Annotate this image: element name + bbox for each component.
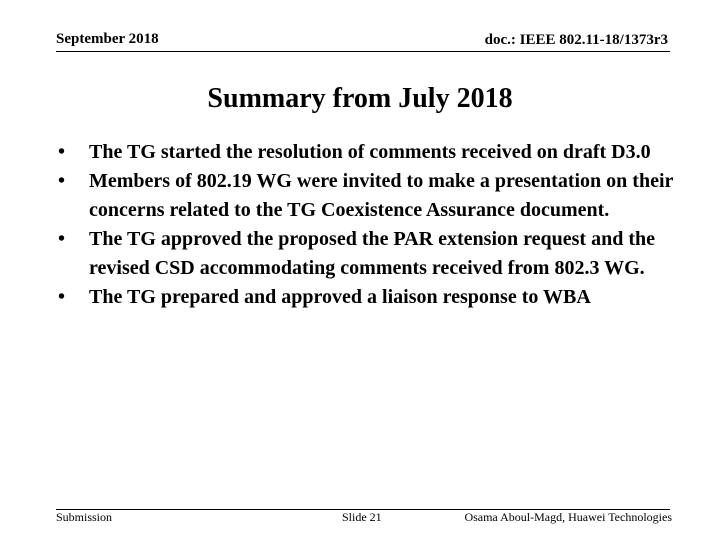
bullet-item <box>58 225 678 283</box>
bullet-text: The TG prepared and approved a liaison response to WBA <box>89 286 591 308</box>
bullet-text: The TG started the resolution of comments received on draft D3.0 <box>89 141 651 163</box>
bullet-dot-icon: • <box>58 170 66 192</box>
footer-author: Osama Aboul-Magd, Huawei Technologies <box>464 510 672 524</box>
header-divider <box>56 51 670 52</box>
bullet-dot-icon: • <box>58 228 66 250</box>
bullet-text: Members of 802.19 WG were invited to make a presentation on their concerns related to the TG Coexistence Assurance document. <box>89 170 674 221</box>
header-document-id: doc.: IEEE 802.11-18/1373r3 <box>484 32 668 48</box>
bullet-item <box>58 167 678 225</box>
bullet-list <box>58 138 678 312</box>
footer-slide-number: Slide 21 <box>342 510 382 524</box>
slide-title: Summary from July 2018 <box>207 83 513 114</box>
bullet-item <box>58 138 678 167</box>
header-date: September 2018 <box>56 31 159 47</box>
bullet-dot-icon: • <box>58 141 66 163</box>
bullet-dot-icon: • <box>58 286 66 308</box>
bullet-text: The TG approved the proposed the PAR extension request and the revised CSD accommodating comments received from 802.3 WG. <box>89 228 655 279</box>
footer-submission: Submission <box>56 510 113 524</box>
bullet-item <box>58 283 678 312</box>
